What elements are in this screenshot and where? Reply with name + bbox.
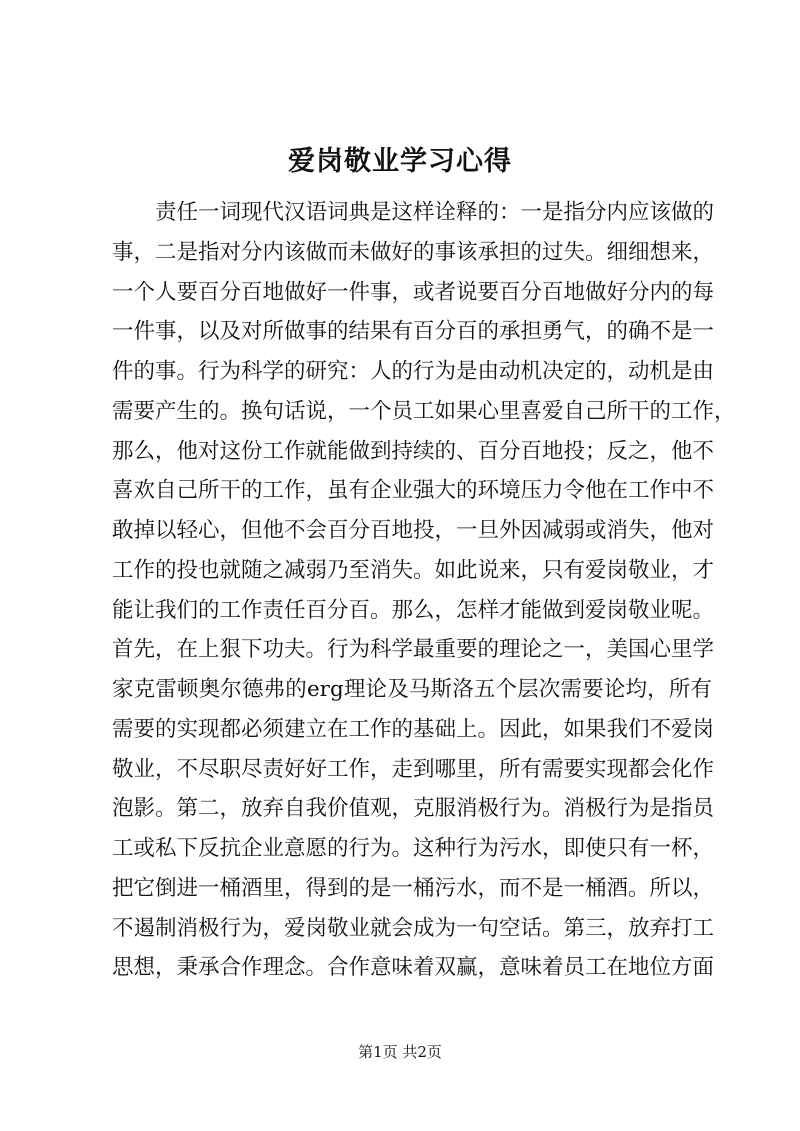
body-line: 件的事。行为科学的研究：人的行为是由动机决定的，动机是由 [112,359,715,384]
body-line: 敢掉以轻心，但他不会百分百地投，一旦外因减弱或消失，他对 [112,518,715,543]
body-line: 把它倒进一桶酒里，得到的是一桶污水，而不是一桶酒。所以， [112,875,715,901]
document-title: 爱岗敬业学习心得 [288,146,512,177]
body-line: 工作的投也就随之减弱乃至消失。如此说来，只有爱岗敬业，才 [112,557,715,583]
body-line: 思想，秉承合作理念。合作意味着双赢，意味着员工在地位方面 [112,955,715,981]
body-line: 一个人要百分百地做好一件事，或者说要百分百地做好分内的每 [112,279,715,305]
body-line: 需要产生的。换句话说，一个员工如果心里喜爱自己所干的工作， [112,398,736,424]
body-line: 需要的实现都必须建立在工作的基础上。因此，如果我们不爱岗 [112,716,715,742]
body-line: 一件事，以及对所做事的结果有百分百的承担勇气，的确不是一 [112,319,715,345]
body-line: 喜欢自己所干的工作，虽有企业强大的环境压力令他在工作中不 [112,478,715,504]
body-line: 泡影。第二，放弃自我价值观，克服消极行为。消极行为是指员 [112,796,715,822]
body-line: 家克雷顿奥尔德弗的erg理论及马斯洛五个层次需要论均，所有 [112,677,712,702]
body-line: 不遏制消极行为，爱岗敬业就会成为一句空话。第三，放弃打工 [112,915,715,941]
body-line: 事，二是指对分内该做而未做好的事该承担的过失。细细想来， [112,239,715,265]
document-body [112,193,736,988]
page-number-footer: 第1页 共2页 [358,1043,442,1061]
body-line: 工或私下反抗企业意愿的行为。这种行为污水，即使只有一杯， [112,836,715,861]
body-line: 首先，在上狠下功夫。行为科学最重要的理论之一，美国心里学 [112,637,715,663]
body-line: 责任一词现代汉语词典是这样诠释的：一是指分内应该做的 [155,200,715,225]
body-line: 敬业，不尽职尽责好好工作，走到哪里，所有需要实现都会化作 [112,756,715,782]
body-line: 那么，他对这份工作就能做到持续的、百分百地投；反之，他不 [112,438,715,464]
body-line: 能让我们的工作责任百分百。那么，怎样才能做到爱岗敬业呢。 [112,597,715,623]
